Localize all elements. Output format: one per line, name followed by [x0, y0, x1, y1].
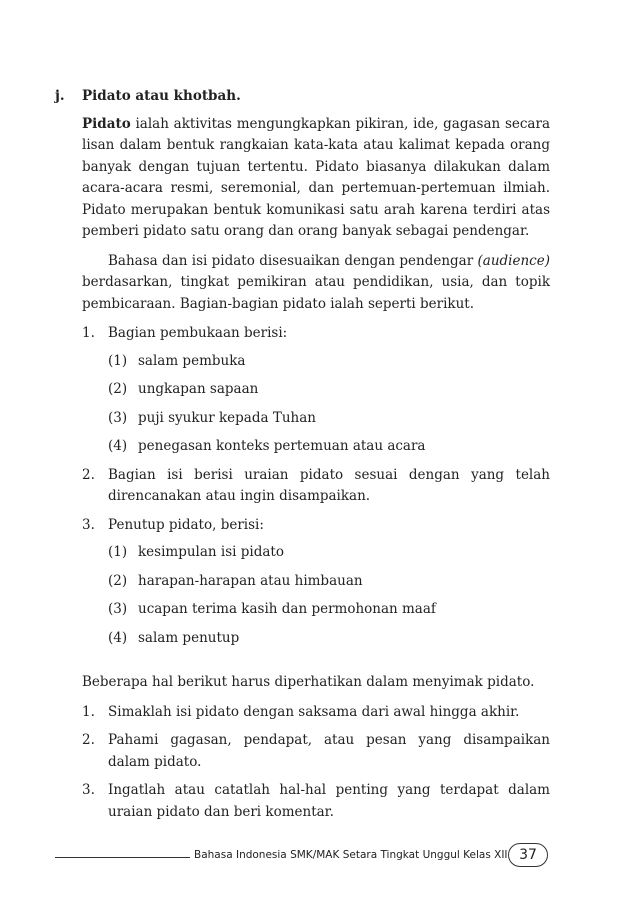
paragraph-tips-intro: Beberapa hal berikut harus diperhatikan dalam menyimak pidato.	[82, 674, 535, 690]
list-number: 3.	[82, 782, 95, 798]
section-letter: j.	[55, 88, 65, 104]
sub-list-text: ucapan terima kasih dan permohonan maaf	[138, 601, 436, 617]
paragraph-audience	[82, 251, 550, 316]
sub-list-number: (4)	[108, 629, 128, 646]
section-heading	[55, 86, 555, 108]
list-number: 1.	[82, 703, 95, 720]
audience-italic: (audience)	[477, 252, 550, 269]
list-item	[82, 780, 550, 823]
parts-list	[82, 323, 550, 649]
list-number: 2.	[82, 732, 95, 748]
sub-list-number: (2)	[108, 572, 128, 589]
footer-book-title: Bahasa Indonesia SMK/MAK Setara Tingkat Unggul Kelas XII	[190, 849, 512, 861]
list-item	[82, 702, 550, 724]
sub-list-text: ungkapan sapaan	[138, 381, 259, 397]
list-text: Bagian isi berisi uraian pidato sesuai dengan yang telah direncanakan atau ingin disampaikan.	[108, 466, 550, 504]
sub-list-number: (3)	[108, 409, 128, 426]
audience-text-before: Bahasa dan isi pidato disesuaikan dengan pendengar	[108, 252, 478, 269]
sub-list-item	[108, 351, 550, 373]
list-item	[82, 730, 550, 773]
sub-list-item	[108, 379, 550, 401]
sub-list-item	[108, 408, 550, 430]
sub-list	[108, 542, 550, 649]
section-content	[82, 114, 550, 824]
sub-list-item	[108, 571, 550, 593]
sub-list-text: salam penutup	[138, 629, 240, 646]
sub-list-text: harapan-harapan atau himbauan	[138, 572, 363, 589]
section-pidato	[55, 86, 555, 830]
sub-list-text: salam pembuka	[138, 352, 246, 369]
list-item	[82, 465, 550, 508]
sub-list-text: kesimpulan isi pidato	[138, 544, 284, 560]
section-title: Pidato atau khotbah.	[82, 88, 241, 104]
sub-list-text: penegasan konteks pertemuan atau acara	[138, 438, 426, 454]
sub-list-number: (4)	[108, 438, 128, 454]
sub-list-item	[108, 599, 550, 621]
term-pidato: Pidato	[82, 115, 131, 132]
spacer	[82, 656, 550, 672]
page-number: 37	[508, 843, 548, 867]
list-item	[82, 323, 550, 458]
definition-text: ialah aktivitas mengungkapkan pikiran, ide, gagasan secara lisan dalam bentuk rangkaian kata-kata atau kalimat kepada orang banyak dengan tujuan tertentu. Pidato biasanya dilakukan dalam acara-acara resmi, seremonial, dan pertemuan-pertemuan ilmiah. Pidato merupakan bentuk komunikasi satu arah karena terdiri atas pemberi pidato satu orang dan orang banyak sebagai pendengar.	[82, 115, 550, 239]
list-number: 1.	[82, 325, 95, 341]
list-number: 2.	[82, 466, 95, 483]
list-number: 3.	[82, 516, 95, 533]
audience-text-after: berdasarkan, tingkat pemikiran atau pendidikan, usia, dan topik pembicaraan. Bagian-bagian pidato ialah seperti berikut.	[82, 274, 550, 312]
sub-list-number: (3)	[108, 601, 128, 617]
paragraph-definition	[82, 114, 550, 243]
sub-list-text: puji syukur kepada Tuhan	[138, 409, 316, 426]
list-item	[82, 515, 550, 650]
list-text: Bagian pembukaan berisi:	[108, 325, 288, 341]
sub-list-item	[108, 628, 550, 650]
sub-list-item	[108, 542, 550, 564]
sub-list-item	[108, 436, 550, 458]
sub-list-number: (2)	[108, 381, 128, 397]
tips-list	[82, 702, 550, 824]
sub-list-number: (1)	[108, 544, 128, 560]
list-text: Ingatlah atau catatlah hal-hal penting yang terdapat dalam uraian pidato dan beri komentar.	[108, 782, 550, 820]
list-text: Pahami gagasan, pendapat, atau pesan yang disampaikan dalam pidato.	[108, 732, 550, 770]
sub-list	[108, 351, 550, 458]
list-text: Simaklah isi pidato dengan saksama dari awal hingga akhir.	[108, 703, 520, 720]
list-text: Penutup pidato, berisi:	[108, 516, 264, 533]
sub-list-number: (1)	[108, 352, 128, 369]
